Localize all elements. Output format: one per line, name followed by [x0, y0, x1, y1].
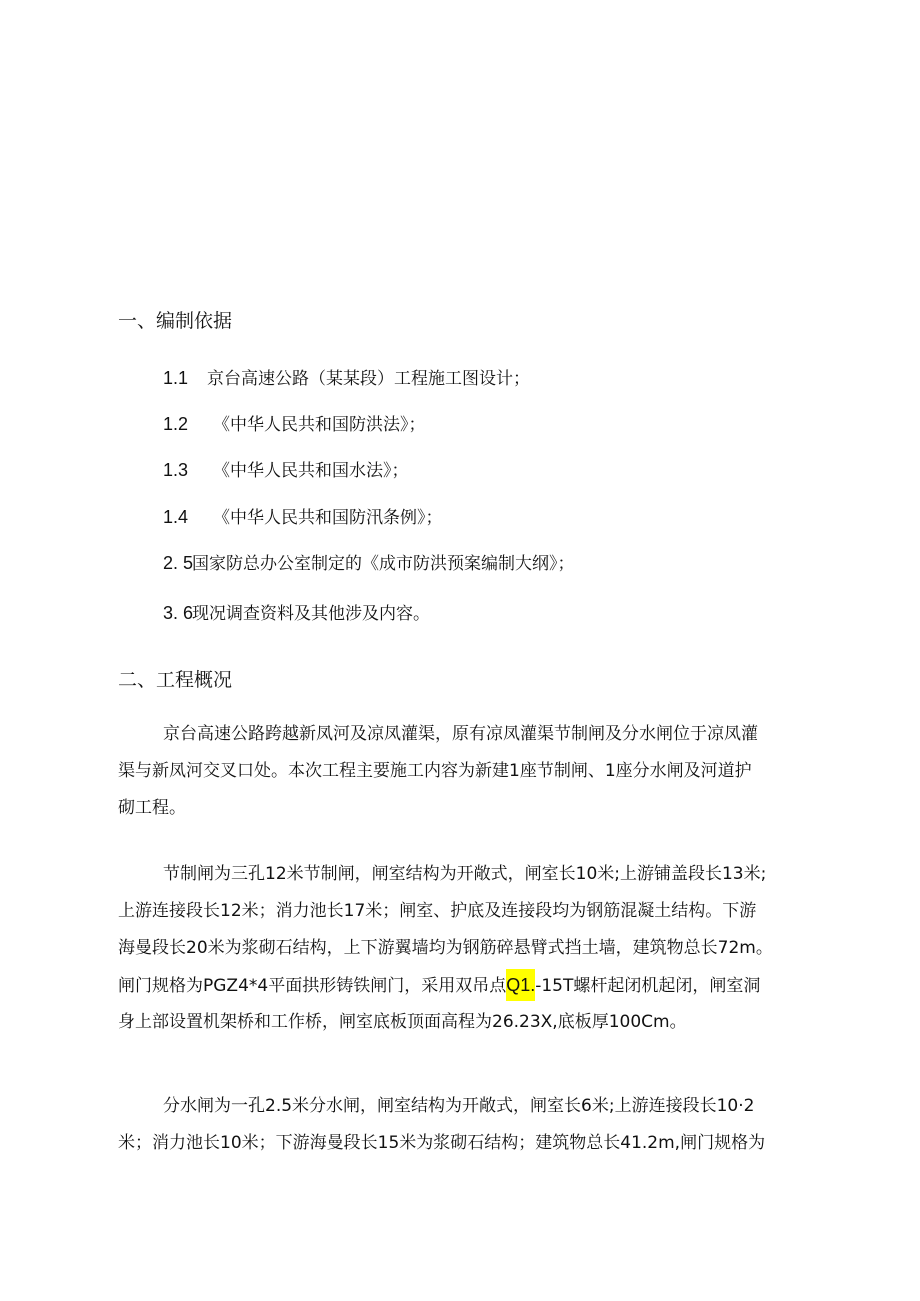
item-number: 1.2	[163, 414, 189, 434]
item-number: 1.1	[163, 368, 189, 388]
item-text: 《中华人民共和国水法》；	[213, 461, 409, 481]
paragraph-overview	[118, 716, 828, 827]
highlighted-text: Q1.	[506, 969, 535, 1001]
line-text: -15T螺杆起闭机起闭，闸室洞	[535, 976, 761, 996]
item-number: 2. 5	[163, 553, 194, 573]
item-number: 3. 6	[163, 603, 194, 623]
basis-item-6	[163, 602, 430, 625]
paragraph-line: 分水闸为一孔2.5米分水闸，闸室结构为开敞式，闸室长6米;上游连接段长10·2	[163, 1096, 755, 1116]
item-text: 国家防总办公室制定的《成市防洪预案编制大纲》；	[192, 554, 575, 574]
item-number: 1.3	[163, 460, 189, 480]
basis-item-4	[163, 506, 443, 529]
line-text: 闸门规格为PGZ4*4平面拱形铸铁闸门，采用双吊点	[118, 976, 507, 996]
section-heading-basis: 一、编制依据	[118, 310, 233, 332]
basis-item-5	[163, 552, 575, 575]
basis-item-2	[163, 413, 426, 436]
paragraph-line: 海曼段长20米为浆砌石结构，上下游翼墙均为钢筋碎悬臂式挡土墙，建筑物总长72m。	[118, 938, 773, 958]
paragraph-line	[118, 967, 828, 1004]
paragraph-line: 节制闸为三孔12米节制闸，闸室结构为开敞式，闸室长10米;上游铺盖段长13米;	[163, 864, 767, 884]
paragraph-line: 米；消力池长10米；下游海曼段长15米为浆砌石结构；建筑物总长41.2m,闸门规格为	[118, 1133, 766, 1153]
paragraph-diversion-gate	[118, 1088, 828, 1162]
paragraph-control-gate	[118, 856, 828, 1041]
basis-item-1	[163, 367, 530, 390]
item-number: 1.4	[163, 507, 189, 527]
paragraph-line: 上游连接段长12米；消力池长17米；闸室、护底及连接段均为钢筋混凝土结构。下游	[118, 901, 757, 921]
basis-item-3	[163, 459, 409, 482]
paragraph-line: 砌工程。	[118, 798, 186, 818]
item-text: 京台高速公路（某某段）工程施工图设计；	[207, 369, 530, 389]
item-text: 《中华人民共和国防洪法》；	[213, 415, 426, 435]
section-heading-overview: 二、工程概况	[118, 669, 233, 691]
paragraph-line: 渠与新凤河交叉口处。本次工程主要施工内容为新建1座节制闸、1座分水闸及河道护	[118, 761, 752, 781]
item-text: 《中华人民共和国防汛条例》；	[213, 508, 443, 528]
paragraph-line: 身上部设置机架桥和工作桥，闸室底板顶面高程为26.23X,底板厚100Cm。	[118, 1012, 687, 1032]
paragraph-line: 京台高速公路跨越新凤河及凉凤灌渠，原有凉凤灌渠节制闸及分水闸位于凉凤灌	[163, 724, 758, 744]
item-text: 现况调查资料及其他涉及内容。	[192, 604, 430, 624]
